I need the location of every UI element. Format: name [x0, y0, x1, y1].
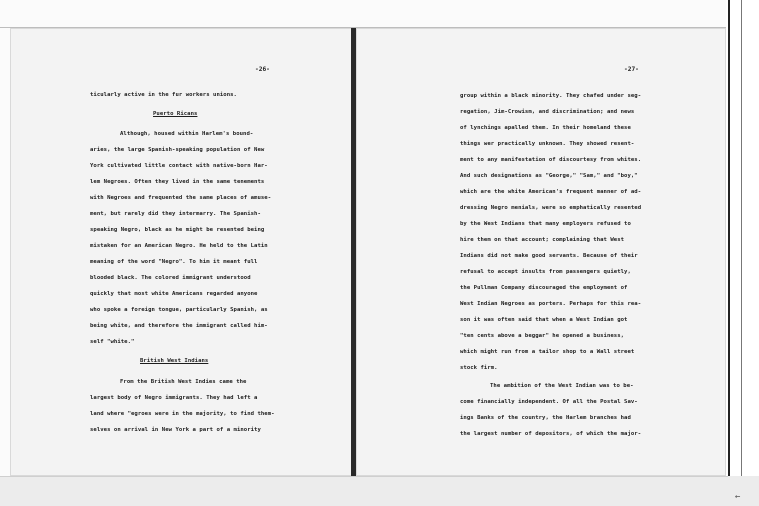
text-line: selves on arrival in New York a part of a minority — [90, 427, 261, 433]
text-line: land where "egroes were in the majority, to find them- — [90, 411, 275, 417]
text-line: of lynchings apalled them. In their homeland these — [460, 125, 631, 131]
text-line: ticularly active in the fur workers unions. — [90, 92, 237, 98]
text-line: largest body of Negro immigrants. They had left a — [90, 395, 258, 401]
right-edge-line — [728, 0, 730, 506]
corner-arrow-icon: ← — [735, 492, 741, 502]
text-line: which might run from a tailor shop to a Wall street — [460, 349, 635, 355]
text-line: lem Negroes. Often they lived in the same tenements — [90, 179, 265, 185]
text-line: Indians did not make good servants. Because of their — [460, 253, 638, 259]
text-line: group within a black minority. They chafed under seg- — [460, 93, 642, 99]
section-heading-british-west-indians: British West Indians — [140, 358, 209, 364]
right-page-number: -27- — [624, 66, 639, 73]
text-line: quickly that most white Americans regarded anyone — [90, 291, 258, 297]
text-line: regation, Jim-Crowism, and discrimination; and news — [460, 109, 635, 115]
left-page — [10, 28, 352, 476]
text-line: aries, the large Spanish-speaking population of New — [90, 147, 265, 153]
text-line: The ambition of the West Indian was to be- — [490, 383, 634, 389]
text-line: the Pullman Company discouraged the employment of — [460, 285, 628, 291]
text-line: by the West Indians that many employers refused to — [460, 221, 631, 227]
text-line: blooded black. The colored immigrant understood — [90, 275, 251, 281]
text-line: hire them on that account; complaining that West — [460, 237, 625, 243]
right-margin — [726, 0, 759, 506]
text-line: "ten cents above a beggar" he opened a business, — [460, 333, 625, 339]
text-line: refusal to accept insults from passengers quietly, — [460, 269, 631, 275]
text-line: York cultivated little contact with native-born Har- — [90, 163, 268, 169]
text-line: From the British West Indies came the — [120, 379, 247, 385]
text-line: ment to any manifestation of discourtesy from whites. — [460, 157, 642, 163]
left-page-number: -26- — [255, 66, 270, 73]
text-line: stock firm. — [460, 365, 498, 371]
text-line: the largest number of depositors, of which the major- — [460, 431, 642, 437]
text-line: who spoke a foreign tongue, particularly Spanish, as — [90, 307, 268, 313]
text-line: mistaken for an American Negro. He held to the Latin — [90, 243, 268, 249]
text-line: with Negroes and frequented the same places of amuse- — [90, 195, 272, 201]
text-line: meaning of the word "Negro". To him it meant full — [90, 259, 258, 265]
text-line: ings Banks of the country, the Harlem branches had — [460, 415, 631, 421]
text-line: Although, housed within Harlem's bound- — [120, 131, 254, 137]
text-line: dressing Negro menials, were so emphatically resented — [460, 205, 642, 211]
text-line: things wer practically unknown. They showed resent- — [460, 141, 635, 147]
section-heading-puerto-ricans: Puerto Ricans — [153, 111, 198, 117]
bottom-border — [0, 476, 728, 477]
text-line: self "white." — [90, 339, 135, 345]
text-line: being white, and therefore the immigrant called him- — [90, 323, 268, 329]
bottom-margin — [0, 476, 759, 506]
text-line: which are the white American's frequent manner of ad- — [460, 189, 642, 195]
text-line: West Indian Negroes as porters. Perhaps for this rea- — [460, 301, 642, 307]
text-line: ment, but rarely did they intermarry. The Spanish- — [90, 211, 261, 217]
text-line: speaking Negro, black as he might be resented being — [90, 227, 265, 233]
right-edge-line-thin — [741, 0, 742, 506]
text-line: come financially independent. Of all the Postal Sav- — [460, 399, 638, 405]
text-line: son it was often said that when a West Indian got — [460, 317, 628, 323]
text-line: And such designations as "George," "Sam," and "boy," — [460, 173, 638, 179]
right-page — [356, 28, 726, 476]
